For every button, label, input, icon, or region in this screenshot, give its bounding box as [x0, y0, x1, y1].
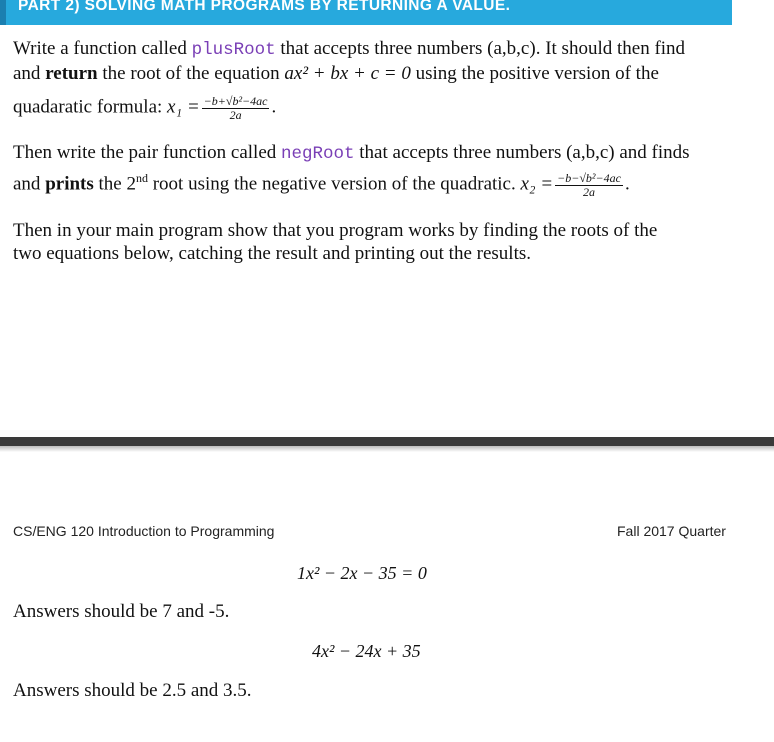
- formula-lhs: x₂ =: [520, 173, 554, 195]
- text: using the positive version of the: [410, 63, 659, 84]
- answer-2: Answers should be 2.5 and 3.5.: [13, 680, 252, 701]
- text: and: [13, 63, 46, 84]
- function-name-plusroot: plusRoot: [191, 40, 276, 60]
- superscript-nd: nd: [135, 171, 148, 186]
- bold-prints: prints: [45, 173, 94, 195]
- paragraph3-line2: two equations below, catching the result and printing out the results.: [13, 243, 531, 264]
- course-footer: CS/ENG 120 Introduction to Programming: [13, 523, 275, 539]
- text: .: [271, 96, 277, 118]
- paragraph2-line1: [13, 143, 690, 164]
- text: root using the negative version of the quadratic.: [147, 173, 521, 195]
- paragraph1-line1: [13, 39, 685, 60]
- paragraph1-line2: [13, 64, 659, 85]
- page-break-bar: [0, 437, 774, 446]
- formula-lhs: x₁ =: [167, 96, 200, 118]
- formula-numerator: −b−√b²−4ac: [557, 171, 621, 185]
- text: and: [13, 173, 46, 195]
- formula-fraction: [202, 95, 270, 121]
- text: quadaratic formula:: [13, 96, 168, 118]
- equation-1: 1x² − 2x − 35 = 0: [297, 563, 427, 583]
- function-name-negroot: negRoot: [281, 144, 355, 164]
- text: that accepts three numbers (a,b,c). It should then find: [275, 38, 686, 59]
- text: the root of the equation: [97, 63, 285, 84]
- section-title: PART 2) SOLVING MATH PROGRAMS BY RETURNING A VALUE.: [18, 0, 511, 14]
- text: the 2: [93, 173, 136, 195]
- text: that accepts three numbers (a,b,c) and finds: [354, 142, 690, 163]
- formula-numerator: −b+√b²−4ac: [203, 94, 268, 108]
- paragraph1-line3: [13, 95, 276, 121]
- term-footer: Fall 2017 Quarter: [617, 523, 726, 539]
- formula-denominator: 2a: [229, 107, 242, 122]
- paragraph2-line2: [13, 172, 630, 198]
- text: .: [624, 173, 630, 195]
- paragraph3-line1: Then in your main program show that you program works by finding the roots of the: [13, 220, 658, 241]
- formula-denominator: 2a: [583, 184, 596, 199]
- bold-return: return: [45, 63, 98, 84]
- equation-2: 4x² − 24x + 35: [312, 641, 421, 661]
- quadratic-equation: ax² + bx + c = 0: [284, 63, 411, 84]
- text: Then write the pair function called: [13, 142, 282, 163]
- formula-fraction: [555, 172, 623, 198]
- answer-1: Answers should be 7 and -5.: [13, 601, 230, 622]
- section-header: [0, 0, 732, 25]
- page-break-shadow: [0, 446, 774, 452]
- text: Write a function called: [13, 38, 192, 59]
